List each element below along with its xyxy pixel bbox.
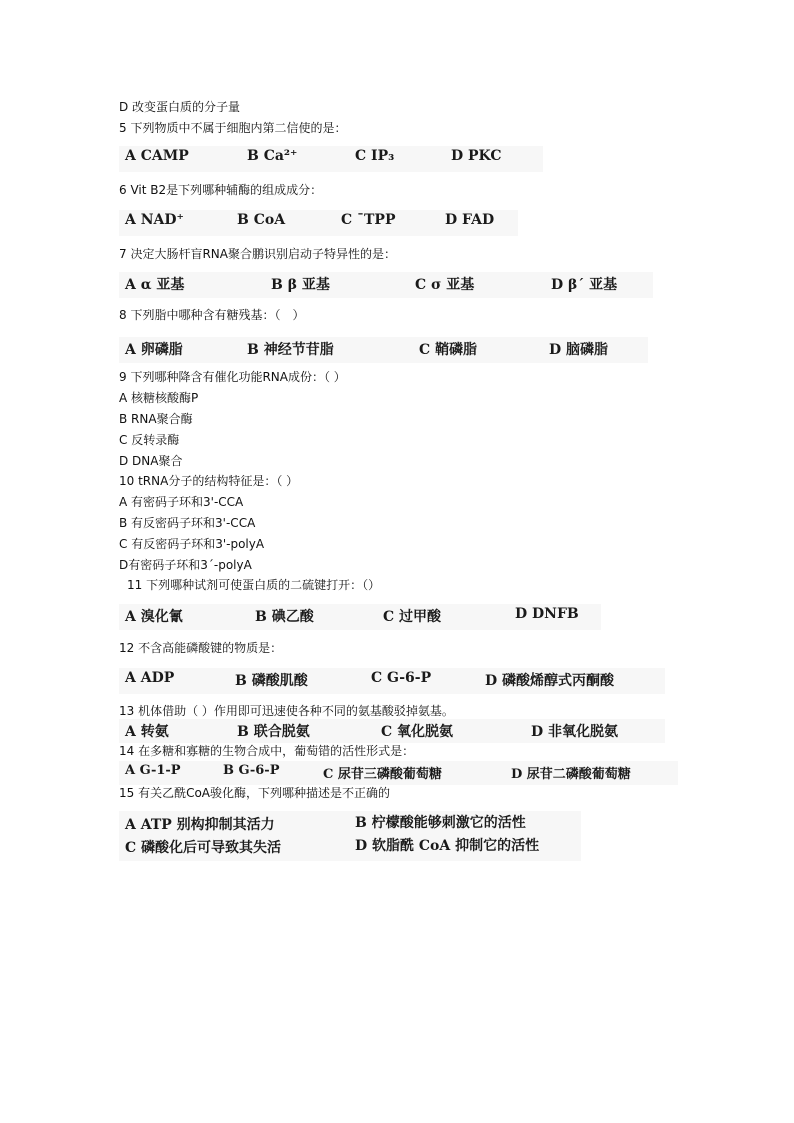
- question-9-option-c: C 反转录酶: [119, 433, 180, 447]
- option-c: C 氧化脱氨: [381, 724, 454, 740]
- option-d: D 非氧化脱氨: [531, 724, 619, 740]
- option-c: C G-6-P: [371, 670, 432, 686]
- question-9-option-b: B RNA聚合酶: [119, 412, 193, 426]
- option-b: B β 亚基: [271, 277, 330, 293]
- option-b: B Ca²⁺: [247, 148, 298, 164]
- option-a: A NAD⁺: [125, 212, 184, 228]
- question-13-stem: 13 机体借助（ ）作用即可迅速使各种不同的氨基酸驳掉氨基。: [119, 704, 454, 718]
- option-c: C σ 亚基: [415, 277, 475, 293]
- option-b: B 联合脱氨: [237, 724, 310, 740]
- option-b: B 柠檬酸能够刺激它的活性: [355, 815, 526, 831]
- question-6-stem: 6 Vit B2是下列哪种辅酶的组成成分：: [119, 183, 323, 197]
- question-5-options: [119, 146, 543, 172]
- question-10-option-c: C 有反密码子环和3'-polyA: [119, 537, 265, 551]
- question-8-options: [119, 337, 648, 363]
- option-c: C IP₃: [355, 148, 395, 164]
- question-9-option-d: D DNA聚合: [119, 454, 183, 468]
- question-10-option-d: D有密码子环和3ˊ-polyA: [119, 558, 252, 572]
- question-14-options: [119, 761, 678, 785]
- question-14-stem: 14 在多糖和寡糖的生物合成中，葡萄错的活性形式是：: [119, 744, 415, 758]
- option-c: C 过甲酸: [383, 609, 442, 625]
- option-d: D 脑磷脂: [549, 342, 609, 358]
- option-c: C ˉTPP: [341, 212, 396, 228]
- question-9-option-a: A 核糖核酸酶P: [119, 391, 199, 405]
- option-d: D β´ 亚基: [551, 277, 618, 293]
- question-12-stem: 12 不含高能磷酸键的物质是：: [119, 641, 283, 655]
- question-4-tail: D 改变蛋白质的分子量: [119, 100, 241, 114]
- option-d: D 软脂酰 CoA 抑制它的活性: [355, 838, 540, 854]
- option-c: C 尿苷三磷酸葡萄糖: [323, 767, 442, 782]
- option-a: A ATP 别构抑制其活力: [125, 817, 275, 833]
- option-a: A G-1-P: [125, 763, 181, 778]
- option-d: D FAD: [445, 212, 495, 228]
- question-5-stem: 5 下列物质中不属于细胞内第二信使的是：: [119, 121, 347, 135]
- option-a: A ADP: [125, 670, 175, 686]
- question-10-option-b: B 有反密码子环和3'-CCA: [119, 516, 256, 530]
- option-b: B 碘乙酸: [255, 609, 314, 625]
- question-12-options: [119, 668, 665, 694]
- question-10-option-a: A 有密码子环和3'-CCA: [119, 495, 244, 509]
- question-9-stem: 9 下列哪种降含有催化功能RNA成份：（ ）: [119, 370, 346, 384]
- question-15-options: [119, 811, 581, 861]
- option-c: C 鞘磷脂: [419, 342, 478, 358]
- question-15-stem: 15 有关乙酰CoA骏化酶，下列哪种描述是不正确的: [119, 786, 391, 800]
- option-d: D 磷酸烯醇式丙酮酸: [485, 673, 615, 689]
- question-11-options: [119, 604, 601, 630]
- option-d: D PKC: [451, 148, 502, 164]
- question-6-options: [119, 210, 518, 236]
- option-d: D DNFB: [515, 606, 579, 622]
- question-10-stem: 10 tRNA分子的结构特征是：（ ）: [119, 474, 299, 488]
- option-d: D 尿苷二磷酸葡萄糖: [511, 767, 631, 782]
- question-7-stem: 7 决定大肠杆盲RNA聚合鹏识别启动子特异性的是：: [119, 247, 396, 261]
- option-a: A α 亚基: [125, 277, 185, 293]
- option-b: B CoA: [237, 212, 286, 228]
- option-a: A 卵磷脂: [125, 342, 183, 358]
- option-a: A CAMP: [125, 148, 189, 164]
- question-7-options: [119, 272, 653, 298]
- option-b: B 磷酸肌酸: [235, 673, 308, 689]
- option-a: A 溴化氰: [125, 609, 183, 625]
- question-13-options: [119, 719, 665, 743]
- option-c: C 磷酸化后可导致其失活: [125, 840, 282, 856]
- question-8-stem: 8 下列脂中哪种含有糖残基：（ ）: [119, 308, 305, 322]
- option-b: B G-6-P: [223, 763, 280, 778]
- question-11-stem: 11 下列哪种试剂可使蛋白质的二硫键打开：（）: [127, 578, 381, 592]
- option-a: A 转氨: [125, 724, 169, 740]
- option-b: B 神经节苷脂: [247, 342, 334, 358]
